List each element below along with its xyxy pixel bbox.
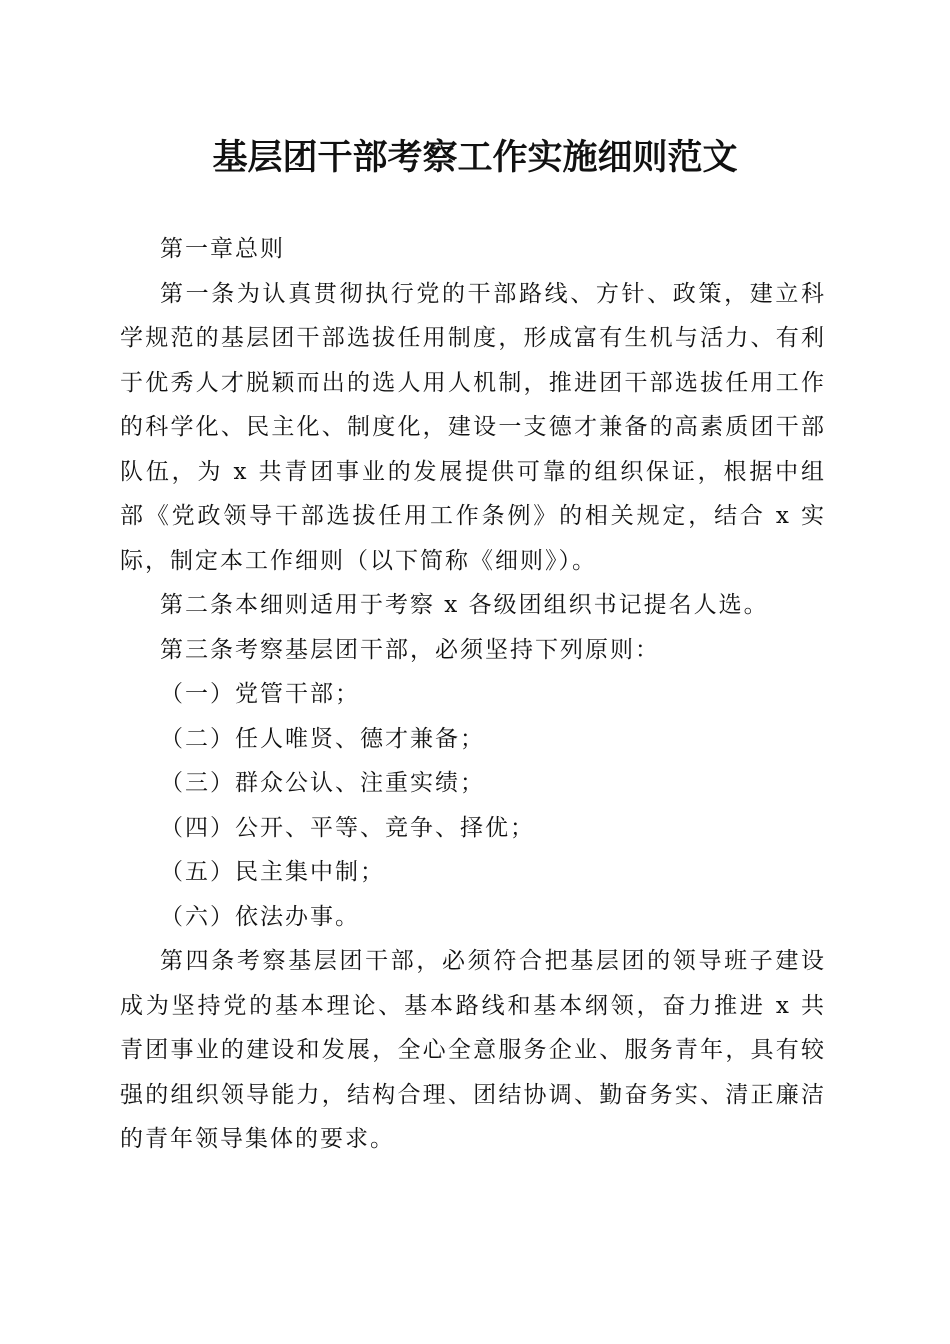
principle-item-2: （二）任人唯贤、德才兼备； <box>160 725 485 752</box>
article-2-paragraph: 第二条本细则适用于考察 x 各级团组织书记提名人选。 <box>160 592 769 618</box>
principle-item-1: （一）党管干部； <box>160 681 360 707</box>
article-3-paragraph: 第三条考察基层团干部，必须坚持下列原则： <box>160 636 660 663</box>
chapter-heading: 第一章总则 <box>160 236 285 262</box>
document-title: 基层团干部考察工作实施细则范文 <box>212 137 738 178</box>
article-1-paragraph: 第一条为认真贯彻执行党的干部路线、方针、政策，建立科学规范的基层团干部选拔任用制度，形成富有生机与活力、有利于优秀人才脱颖而出的选人用人机制，推进团干部选拔任用工作的科学化、民主化、制度化，建设一支德才兼备的高素质团干部队伍，为 x 共青团事业的发展提供可靠的组织保证，根据中组部《党政领导干部选拔任用工作条例》的相关规定，结合 x 实际，制定本工作细则（以下简称《细则》）。 <box>120 280 826 574</box>
document-body <box>120 227 826 1162</box>
principle-item-6: （六）依法办事。 <box>160 903 360 930</box>
principle-item-3: （三）群众公认、注重实绩； <box>160 770 485 796</box>
principle-item-5: （五）民主集中制； <box>160 859 385 885</box>
article-4-paragraph: 第四条考察基层团干部，必须符合把基层团的领导班子建设成为坚持党的基本理论、基本路线和基本纲领，奋力推进 x 共青团事业的建设和发展，全心全意服务企业、服务青年，具有较强的组织领导能力，结构合理、团结协调、勤奋务实、清正廉洁的青年领导集体的要求。 <box>120 948 826 1152</box>
principle-item-4: （四）公开、平等、竞争、择优； <box>160 814 535 841</box>
